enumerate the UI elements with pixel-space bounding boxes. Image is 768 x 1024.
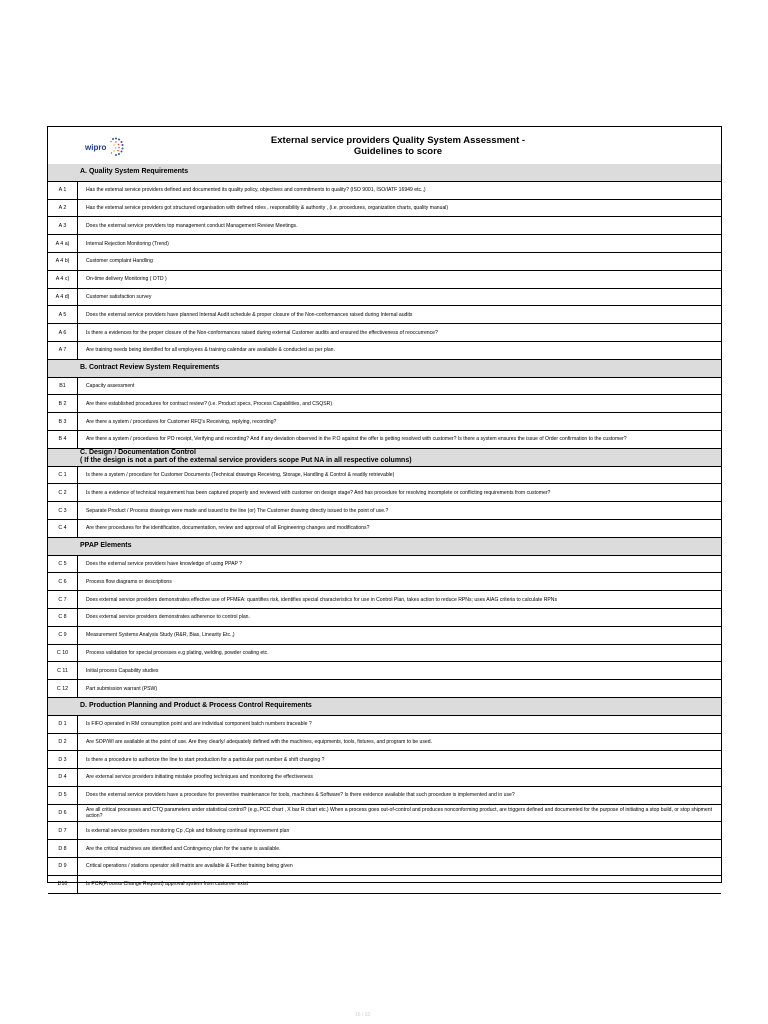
title-line-1: External service providers Quality System Assessment - [270, 135, 526, 146]
row-description: Are external service providers initiating mistake proofing techniques and monitoring the effectiveness [86, 774, 313, 781]
wipro-logo [83, 135, 129, 159]
row-description: Customer satisfaction survey [86, 293, 152, 300]
table-row [48, 431, 721, 449]
section-heading [80, 360, 219, 377]
row-description: Is there a procedure to authorize the line to start production for a particular part number & shift changing ? [86, 756, 325, 763]
row-description: Are there procedures for the identification, documentation, review and approval of all Engineering changes and modifications? [86, 525, 370, 532]
row-description: Does the external service providers have knowledge of using PPAP ? [86, 560, 243, 567]
row-description: Part submission warrant (PSW) [86, 685, 158, 692]
row-code: C 9 [48, 627, 78, 644]
row-code: B1 [48, 378, 78, 395]
row-code: D 9 [48, 858, 78, 875]
table-row [48, 645, 721, 663]
section-heading-row [48, 698, 721, 716]
table-row [48, 787, 721, 805]
row-description: Is FIFO operated in RM consumption point and are individual component batch numbers traceable ? [86, 721, 312, 728]
title-line-2: Guidelines to score [353, 146, 443, 157]
row-code: C 10 [48, 645, 78, 662]
row-description: Is external service providers monitoring Cp ,Cpk and following continual improvement plan [86, 827, 290, 834]
table-row [48, 609, 721, 627]
section-title: A. Quality System Requirements [80, 168, 189, 176]
row-description: Capacity assessment [86, 382, 135, 389]
row-code: C 3 [48, 502, 78, 519]
table-row [48, 378, 721, 396]
row-code: C 8 [48, 609, 78, 626]
row-code: D 6 [48, 805, 78, 822]
row-code: D10 [48, 876, 78, 893]
document-title [198, 135, 598, 157]
row-code: D 8 [48, 840, 78, 857]
table-row [48, 253, 721, 271]
row-code: C 7 [48, 591, 78, 608]
section-heading [80, 538, 132, 555]
row-code: D 5 [48, 787, 78, 804]
section-title: PPAP Elements [80, 542, 132, 550]
table-row [48, 217, 721, 235]
table-row [48, 769, 721, 787]
table-row [48, 556, 721, 574]
row-code: D 7 [48, 822, 78, 839]
table-row [48, 306, 721, 324]
row-description: Is there a evidence of technical requirement has been captured properly and reviewed with customer on design stage? And has procedure for resolving incomplete or conflicting requirements from customer? [86, 489, 551, 496]
header-block [48, 127, 721, 165]
row-description: Initial process Capability studies [86, 667, 159, 674]
row-code: A 7 [48, 342, 78, 359]
row-description: Are training needs being identified for all employees & training calendar are available & conducted as per plan. [86, 347, 335, 354]
section-title: D. Production Planning and Product & Process Control Requirements [80, 702, 312, 710]
table-row [48, 858, 721, 876]
row-description: Is PCR(Process Change Request) approval system from customer exist [86, 881, 248, 888]
section-title: B. Contract Review System Requirements [80, 364, 220, 372]
row-code: D 3 [48, 751, 78, 768]
row-description: Customer complaint Handling [86, 258, 153, 265]
row-description: Critical operations / stations operator skill matrix are available & Further training being given [86, 863, 293, 870]
row-code: C 2 [48, 484, 78, 501]
row-description: Does the external service providers have a procedure for preventive maintenance for tools, machines & Software? Is there evidence available that such procedure is implemented and in use? [86, 792, 515, 799]
row-code: A 2 [48, 200, 78, 217]
row-description: Are the critical machines are identified and Contingency plan for the same is available. [86, 845, 281, 852]
table-row [48, 805, 721, 823]
section-heading [80, 449, 412, 466]
section-heading-row [48, 360, 721, 378]
row-code: D 1 [48, 716, 78, 733]
table-row [48, 662, 721, 680]
assessment-rows [48, 164, 721, 894]
table-row [48, 591, 721, 609]
row-code: D 2 [48, 734, 78, 751]
table-row [48, 467, 721, 485]
table-row [48, 271, 721, 289]
row-description: Does the external service providers have planned Internal Audit schedule & proper closure of the Non-conformances raised during Internal audits [86, 311, 413, 318]
row-code: C 11 [48, 662, 78, 679]
row-description: Process validation for special processes e.g plating, welding, powder coating etc. [86, 649, 269, 656]
row-code: A 4 c) [48, 271, 78, 288]
row-code: A 4 b) [48, 253, 78, 270]
assessment-sheet [47, 126, 722, 888]
table-row [48, 751, 721, 769]
svg-text:wipro: wipro [85, 143, 107, 152]
row-description: Does external service providers demonstrates effective use of PFMEA: quantifies risk, identifies special characteristics for use in Control Plan, takes action to reduce RPNs; uses AIAG criteria to calculate RPNs [86, 596, 557, 603]
table-row [48, 680, 721, 698]
row-code: A 4 d) [48, 289, 78, 306]
table-row [48, 573, 721, 591]
row-code: C 6 [48, 573, 78, 590]
row-code: B 3 [48, 413, 78, 430]
row-code: C 12 [48, 680, 78, 697]
row-description: Are there a system / procedures for PO receipt, Verifying and recording? And if any deviation observed in the P.O against the offer is getting resolved with customer? Is there a system ensures the issue of Order confirmation to the customer? [86, 436, 627, 443]
section-heading-row [48, 538, 721, 556]
row-code: A 6 [48, 324, 78, 341]
table-row [48, 822, 721, 840]
row-code: C 1 [48, 467, 78, 484]
table-row [48, 484, 721, 502]
table-row [48, 734, 721, 752]
row-code: A 3 [48, 217, 78, 234]
table-row [48, 200, 721, 218]
row-description: Has the external service providers defined and documented its quality policy, objectives and commitments to quality? (ISO 9001, ISO/IATF 16949 etc.,) [86, 187, 426, 194]
row-description: Are all critical processes and CTQ parameters under statistical control? (e.g.,PCC chart , X bar R chart etc.) When a process goes out-of-control and produces nonconforming product, are triggers defined and documented for the purpose of initiating a stop build, or stop shipment action? [86, 807, 713, 820]
table-row [48, 716, 721, 734]
table-row [48, 627, 721, 645]
table-row [48, 342, 721, 360]
row-code: A 4 a) [48, 235, 78, 252]
row-code: B 2 [48, 395, 78, 412]
row-description: Are SOP/WI are available at the point of use. Are they clearly/ adequately defined with the machines, equipments, tools, fixtures, and program to be used. [86, 738, 433, 745]
row-code: C 5 [48, 556, 78, 573]
row-description: Are there established procedures for contract review? (i.e. Product specs, Process Capabilities, and CSQSR) [86, 400, 333, 407]
table-row [48, 182, 721, 200]
row-description: Is there a evidences for the proper closure of the Non-conformances raised during external Customer audits and ensured the effectiveness of reoccurrence? [86, 329, 438, 336]
row-description: Are there a system / procedures for Customer RFQ's Receiving, replying, recording? [86, 418, 277, 425]
section-heading-row [48, 164, 721, 182]
row-description: Does external service providers demonstrates adherence to control plan. [86, 614, 250, 621]
table-row [48, 324, 721, 342]
row-description: Separate Product / Process drawings were made and issued to the line (or) The Customer drawing directly issued to the point of use.? [86, 507, 389, 514]
page-footer-mark: 16 / 32 [355, 1012, 371, 1018]
row-description: Is there a system / procedure for Customer Documents (Technical drawings Receiving, Storage, Handling & Control & readily retrievable) [86, 471, 395, 478]
table-row [48, 502, 721, 520]
row-description: Has the external service providers got structured organisation with defined roles , responsibility & authority , (i.e. procedures, organization charts, quality manual) [86, 204, 449, 211]
table-row [48, 413, 721, 431]
row-code: A 1 [48, 182, 78, 199]
row-description: Process flow diagrams or descriptions [86, 578, 172, 585]
row-description: Does the external service providers top management conduct Management Review Meetings. [86, 222, 298, 229]
section-heading [80, 698, 312, 715]
section-heading-row [48, 449, 721, 467]
table-row [48, 289, 721, 307]
section-heading [80, 164, 188, 181]
row-code: B 4 [48, 431, 78, 448]
table-row [48, 876, 721, 894]
row-description: Internal Rejection Monitoring (Trend) [86, 240, 169, 247]
section-title: C. Design / Documentation Control [80, 449, 196, 457]
table-row [48, 235, 721, 253]
table-row [48, 520, 721, 538]
section-subtitle: ( If the design is not a part of the external service providers scope Put NA in all respective columns) [80, 457, 412, 465]
row-code: D 4 [48, 769, 78, 786]
row-code: C 4 [48, 520, 78, 537]
table-row [48, 395, 721, 413]
table-row [48, 840, 721, 858]
row-description: Measurement Systems Analysis Study (R&R, Bias, Linearity Etc.,) [86, 632, 235, 639]
row-description: On-time delivery Monitoring ( OTD ) [86, 276, 167, 283]
row-code: A 5 [48, 306, 78, 323]
